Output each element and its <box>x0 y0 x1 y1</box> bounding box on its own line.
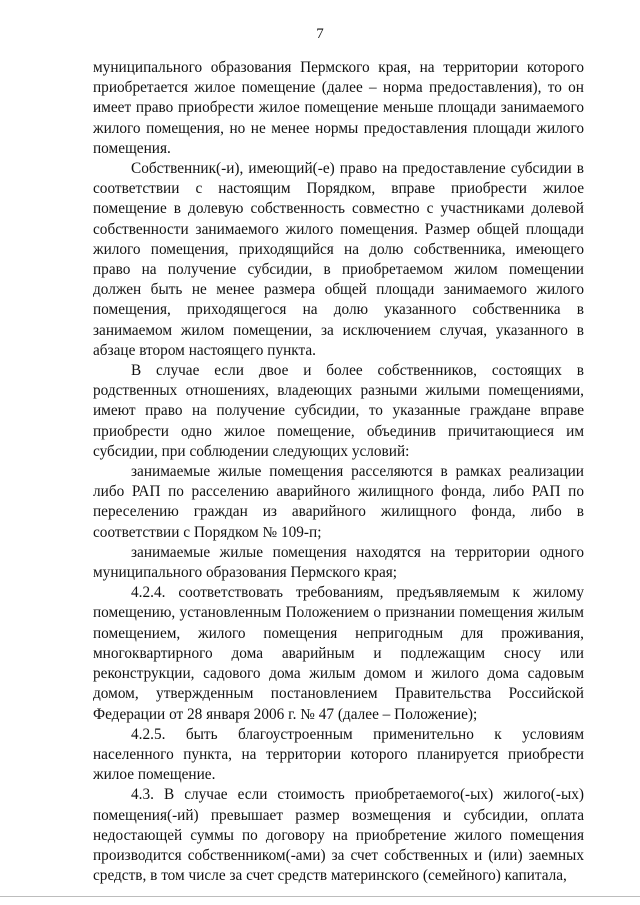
paragraph-continuation: муниципального образования Пермского края, на территории которого приобретается жилое помещение (далее – норма предоставления), то он имеет право приобрести жилое помещение меньше площади занимаемого жилого помещения, но не менее нормы предоставления площади жилого помещения. <box>93 59 584 157</box>
paragraph-shared-ownership: Собственник(-и), имеющий(-е) право на предоставление субсидии в соответствии с настоящим Порядком, вправе приобрести жилое помещение в долевую собственность совместно с участниками долевой собственности занимаемого жилого помещения. Размер общей площади жилого помещения, приходящийся на долю собственника, имеющего право на получение субсидии, в приобретаемом жилом помещении должен быть не менее размера общей площади занимаемого жилого помещения, приходящегося на долю указанного собственника в занимаемом жилом помещении, за исключением случая, указанного в абзаце втором настоящего пункта. <box>93 160 584 359</box>
clause-4-3: 4.3. В случае если стоимость приобретаемого(-ых) жилого(-ых) помещения(-ий) превышает размер возмещения и субсидии, оплата недостающей суммы по договору на приобретение жилого помещения производится собственником(-ами) за счет собственных и (или) заемных средств, в том числе за счет средств материнского (семейного) капитала, <box>93 786 584 885</box>
paragraph-combined-subsidy: В случае если двое и более собственников, состоящих в родственных отношениях, владеющих разными жилыми помещениями, имеют право на получение субсидии, то указанные граждане вправе приобрести одно жилое помещение, объединив причитающиеся им субсидии, при соблюдении следующих условий: <box>93 362 584 460</box>
page-number: 7 <box>316 26 324 42</box>
clause-4-2-4: 4.2.4. соответствовать требованиям, предъявляемым к жилому помещению, установленным Положением о признании помещения жилым помещением, жилого помещения непригодным для проживания, многоквартирного дома аварийным и подлежащим сносу или реконструкции, садового дома жилым домом и жилого дома садовым домом, утвержденным постановлением Правительства Российской Федерации от 28 января 2006 г. № 47 (далее – Положение); <box>93 584 584 723</box>
condition-same-municipality: занимаемые жилые помещения находятся на территории одного муниципального образования Пермского края; <box>93 543 584 582</box>
condition-resettlement: занимаемые жилые помещения расселяются в рамках реализации либо РАП по расселению аварийного жилищного фонда, либо РАП по переселению граждан из аварийного жилищного фонда, либо в соответствии с Порядком № 109-п; <box>93 463 584 541</box>
document-body <box>93 58 584 886</box>
page-bottom-edge <box>0 896 640 897</box>
clause-4-2-5: 4.2.5. быть благоустроенным применительно к условиям населенного пункта, на территории которого планируется приобрести жилое помещение. <box>93 725 584 784</box>
